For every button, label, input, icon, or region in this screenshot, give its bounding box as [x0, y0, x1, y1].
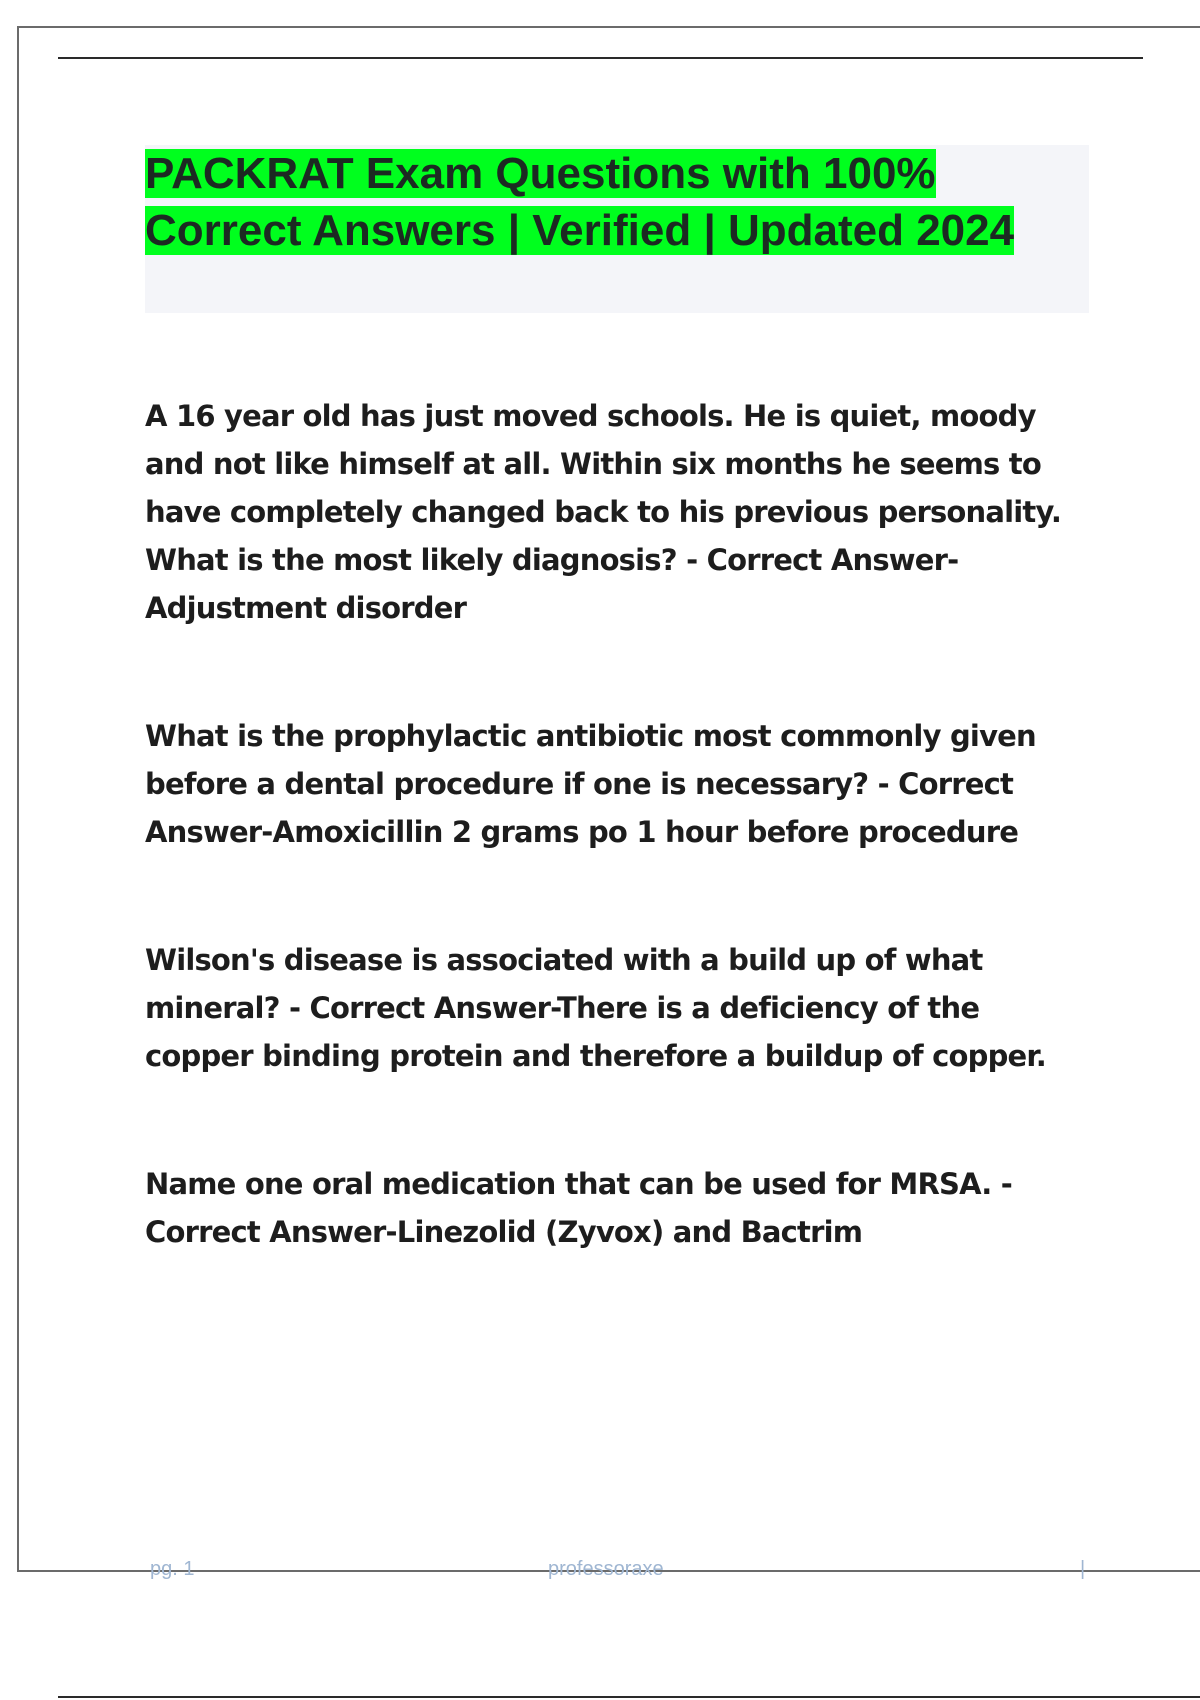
question-answer-3: Wilson's disease is associated with a build up of what mineral? - Correct Answer-There is a deficiency of the copper binding protein and therefore a buildup of copper.	[145, 943, 1046, 1073]
footer-separator: |	[1080, 1558, 1086, 1580]
footer-rule	[58, 1696, 1200, 1698]
question-answer-4: Name one oral medication that can be used for MRSA. - Correct Answer-Linezolid (Zyvox) and Bactrim	[145, 1167, 1013, 1249]
title-block	[145, 145, 1089, 313]
document-title-highlight: PACKRAT Exam Questions with 100% Correct Answers | Verified | Updated 2024	[145, 149, 1015, 255]
question-answer-1: A 16 year old has just moved schools. He is quiet, moody and not like himself at all. Within six months he seems to have completely changed back to his previous personality. What is the most likely diagnosis? - Correct Answer-Adjustment disorder	[145, 399, 1062, 625]
footer-page-number: pg. 1	[150, 1558, 195, 1580]
document-title	[145, 145, 1089, 259]
question-answer-2: What is the prophylactic antibiotic most commonly given before a dental procedure if one is necessary? - Correct Answer-Amoxicillin 2 grams po 1 hour before procedure	[145, 719, 1036, 849]
header-rule	[58, 57, 1143, 59]
footer-author: professoraxe	[548, 1558, 664, 1580]
